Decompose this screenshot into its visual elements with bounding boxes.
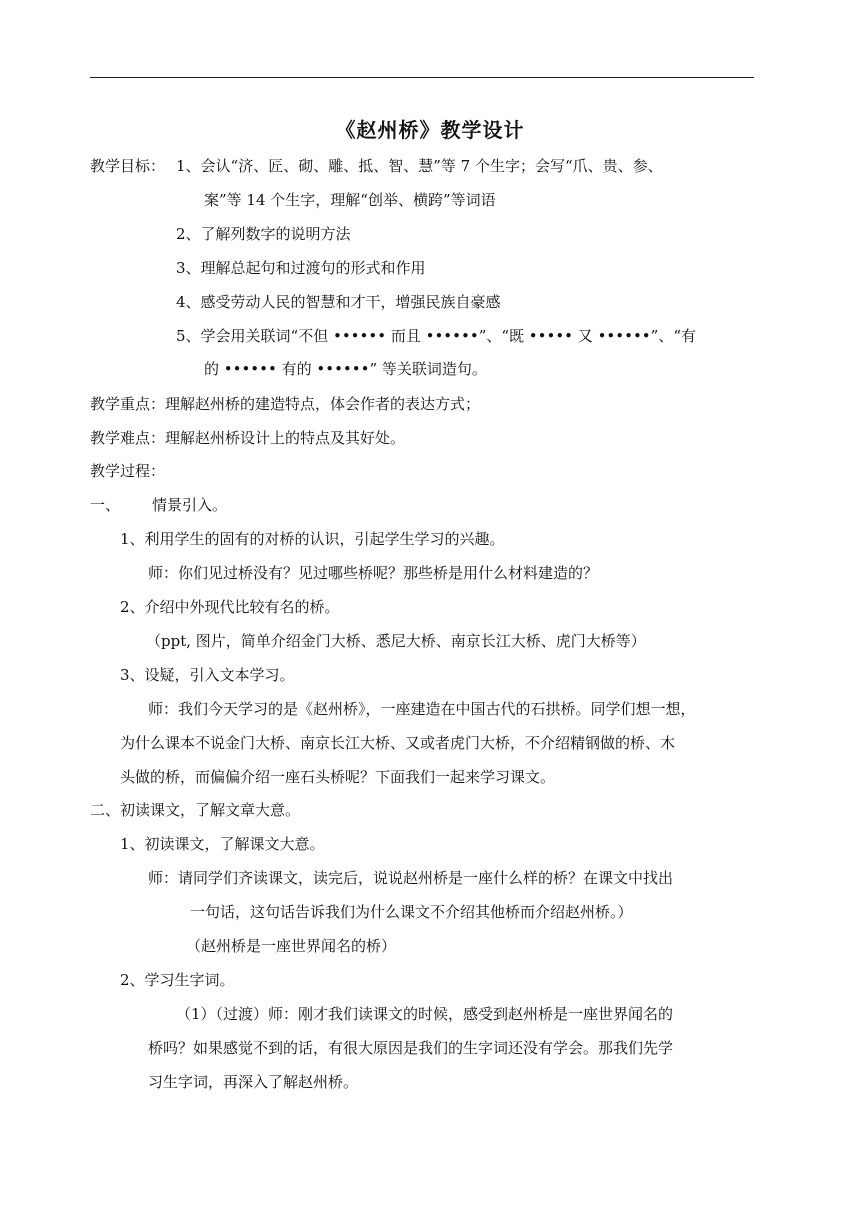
- section-1-step-3-para-line-2: 为什么课本不说金门大桥、南京长江大桥、又或者虎门大桥，不介绍精钢做的桥、木: [120, 734, 676, 752]
- section-1-step-3-para-line-1: 师：我们今天学习的是《赵州桥》，一座建造在中国古代的石拱桥。同学们想一想，: [148, 700, 696, 718]
- objectives-label: 教学目标：: [90, 157, 166, 175]
- header-rule: [90, 77, 754, 78]
- section-2-step-2-para-line-1: （1）（过渡）师：刚才我们读课文的时候，感受到赵州桥是一座世界闻名的: [176, 1005, 674, 1023]
- section-1-step-1: 1、利用学生的固有的对桥的认识，引起学生学习的兴趣。: [120, 530, 505, 548]
- key-point: 教学重点：理解赵州桥的建造特点，体会作者的表达方式；: [90, 395, 481, 413]
- objective-1-line-1: 1、会认“济、匠、砌、雕、抵、智、慧”等 7 个生字；会写“爪、贵、参、: [176, 157, 663, 175]
- objective-4: 4、感受劳动人民的智慧和才干，增强民族自豪感: [176, 293, 501, 311]
- section-1-heading: 情景引入。: [152, 496, 228, 514]
- objective-5-line-1: 5、学会用关联词“不但 •••••• 而且 ••••••”、“既 ••••• 又 ••••••”、“有: [176, 327, 696, 345]
- section-1-step-1-teacher: 师：你们见过桥没有？见过哪些桥呢？那些桥是用什么材料建造的？: [148, 564, 599, 582]
- section-1-step-2-note: （ppt, 图片，简单介绍金门大桥、悉尼大桥、南京长江大桥、虎门大桥等）: [146, 632, 646, 650]
- section-2-step-1-teacher-line-2: 一句话，这句话告诉我们为什么课文不介绍其他桥而介绍赵州桥。）: [190, 903, 633, 921]
- section-2-step-1-answer: （赵州桥是一座世界闻名的桥）: [186, 937, 397, 955]
- section-1-step-2: 2、介绍中外现代比较有名的桥。: [120, 598, 340, 616]
- objective-5-line-2: 的 •••••• 有的 ••••••” 等关联词造句。: [204, 360, 487, 378]
- section-1-number: 一、: [90, 496, 121, 514]
- document-title: 《赵州桥》教学设计: [335, 118, 525, 142]
- section-2-step-2: 2、学习生字词。: [120, 971, 235, 989]
- section-1-step-3: 3、设疑，引入文本学习。: [120, 666, 295, 684]
- section-2-step-2-para-line-3: 习生字词，再深入了解赵州桥。: [148, 1073, 359, 1091]
- section-1-step-3-para-line-3: 头做的桥，而偏偏介绍一座石头桥呢？下面我们一起来学习课文。: [120, 768, 556, 786]
- difficulty: 教学难点：理解赵州桥设计上的特点及其好处。: [90, 429, 406, 447]
- section-2-step-2-para-line-2: 桥吗？如果感觉不到的话，有很大原因是我们的生字词还没有学会。那我们先学: [148, 1039, 674, 1057]
- section-2-step-1: 1、初读课文，了解课文大意。: [120, 835, 325, 853]
- objective-3: 3、理解总起句和过渡句的形式和作用: [176, 259, 426, 277]
- objective-2: 2、了解列数字的说明方法: [176, 225, 351, 243]
- section-2-step-1-teacher-line-1: 师：请同学们齐读课文，读完后，说说赵州桥是一座什么样的桥？在课文中找出: [148, 869, 674, 887]
- section-2-heading: 二、初读课文，了解文章大意。: [90, 801, 301, 819]
- process-label: 教学过程：: [90, 462, 166, 480]
- objective-1-line-2: 案”等 14 个生字，理解“创举、横跨”等词语: [204, 191, 496, 209]
